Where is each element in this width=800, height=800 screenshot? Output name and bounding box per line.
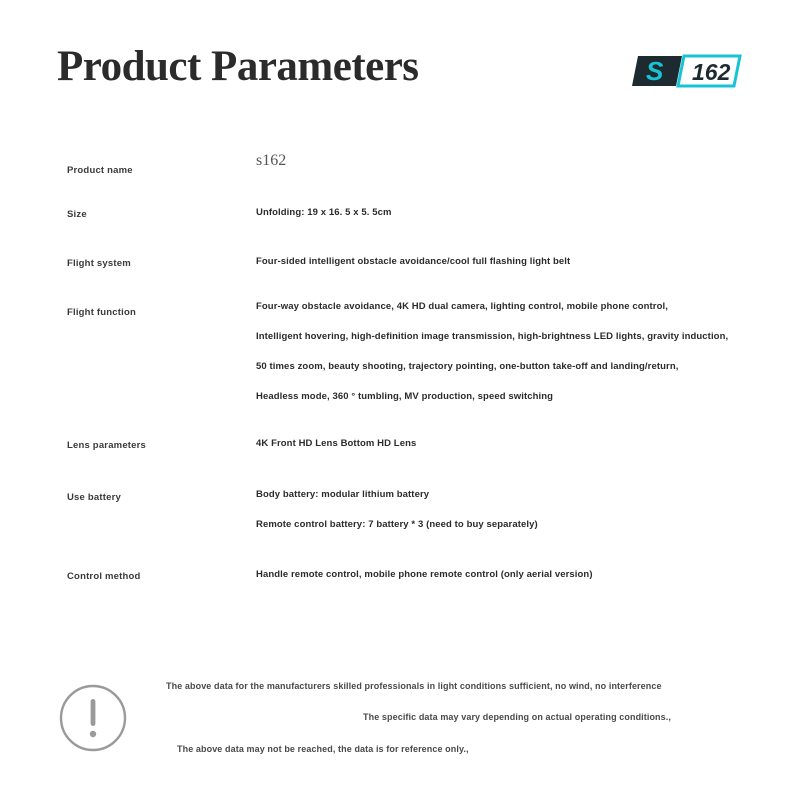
page-header xyxy=(0,42,800,114)
spec-value-line: Four-way obstacle avoidance, 4K HD dual camera, lighting control, mobile phone control, xyxy=(256,301,668,312)
footnote-line-3: The above data may not be reached, the data is for reference only., xyxy=(177,744,469,754)
spec-value-line: Four-sided intelligent obstacle avoidance/cool full flashing light belt xyxy=(256,256,571,267)
spec-table xyxy=(0,150,800,605)
spec-value-line: Unfolding: 19 x 16. 5 x 5. 5cm xyxy=(256,207,392,218)
svg-text:S: S xyxy=(646,56,664,86)
spec-value-line: Remote control battery: 7 battery * 3 (need to buy separately) xyxy=(256,519,538,530)
page-title: Product Parameters xyxy=(57,43,419,90)
footnote-line-1: The above data for the manufacturers skilled professionals in light conditions sufficient, no wind, no interference xyxy=(166,681,662,691)
spec-value xyxy=(188,194,800,220)
spec-label: Lens parameters xyxy=(67,440,147,451)
table-row xyxy=(0,294,800,434)
spec-label: Flight function xyxy=(67,307,136,318)
spec-value-line: 50 times zoom, beauty shooting, trajectory pointing, one-button take-off and landing/return, xyxy=(256,361,679,372)
table-row xyxy=(0,434,800,485)
spec-value-line: Handle remote control, mobile phone remote control (only aerial version) xyxy=(256,569,593,580)
spec-value-line: Headless mode, 360 ° tumbling, MV production, speed switching xyxy=(256,391,554,402)
svg-text:162: 162 xyxy=(692,59,731,85)
spec-value-line: s162 xyxy=(256,152,287,169)
spec-label: Control method xyxy=(67,571,141,582)
table-row xyxy=(0,244,800,294)
table-row xyxy=(0,150,800,194)
table-row xyxy=(0,485,800,565)
spec-value xyxy=(188,244,800,269)
table-row xyxy=(0,565,800,605)
spec-value-line: Body battery: modular lithium battery xyxy=(256,489,430,500)
brand-logo xyxy=(632,50,742,92)
table-row xyxy=(0,194,800,244)
spec-value xyxy=(188,434,800,451)
footnote-line-2: The specific data may vary depending on actual operating conditions., xyxy=(363,712,671,722)
spec-value xyxy=(188,150,800,168)
spec-label: Size xyxy=(67,209,87,220)
spec-value xyxy=(188,485,800,532)
spec-value-line: Intelligent hovering, high-definition image transmission, high-brightness LED lights, gravity induction, xyxy=(256,331,729,342)
spec-label: Product name xyxy=(67,165,133,176)
spec-value xyxy=(188,565,800,582)
footnote xyxy=(0,672,800,772)
spec-label: Flight system xyxy=(67,258,131,269)
spec-value-line: 4K Front HD Lens Bottom HD Lens xyxy=(256,438,417,449)
spec-label: Use battery xyxy=(67,492,121,503)
spec-value xyxy=(188,294,800,404)
